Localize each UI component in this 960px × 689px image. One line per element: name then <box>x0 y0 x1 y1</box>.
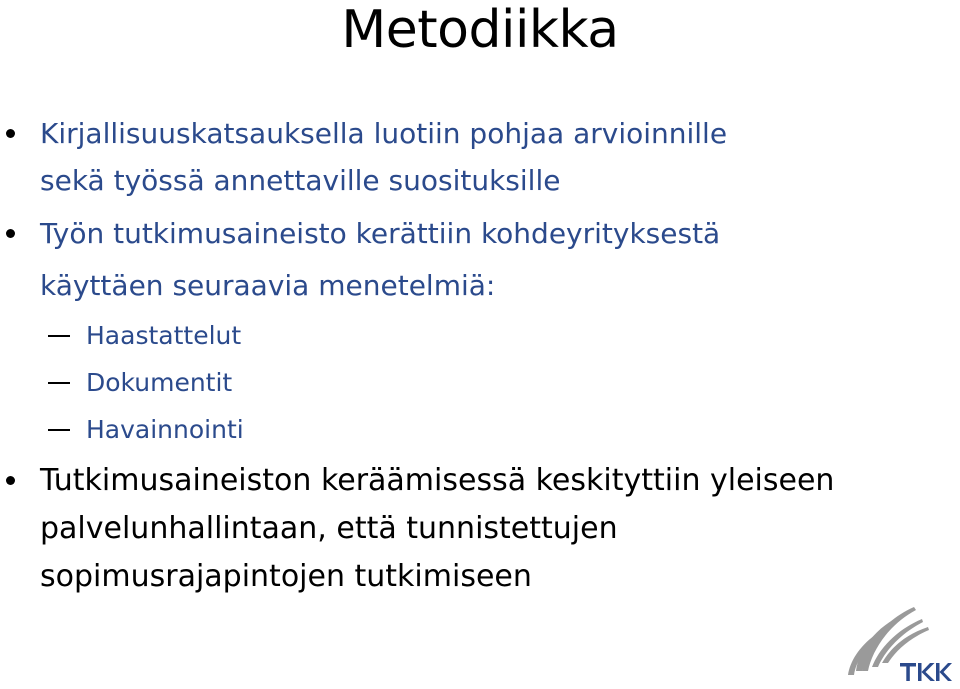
bullet-dot-icon <box>6 229 15 238</box>
slide-title: Metodiikka <box>341 0 619 60</box>
bullet-dot-icon <box>6 476 15 485</box>
bullet-item-2 <box>0 208 940 312</box>
sub-item-dokumentit <box>0 359 940 406</box>
sub-item-haastattelut <box>0 312 940 359</box>
sub-item-label: Dokumentit <box>86 368 233 397</box>
sub-item-label: Haastattelut <box>86 321 242 350</box>
sub-item-label: Havainnointi <box>86 415 244 444</box>
bullet-line: palvelunhallintaan, että tunnistettujen <box>40 511 618 546</box>
bullet-item-3 <box>0 457 940 601</box>
dash-icon <box>48 335 70 337</box>
tkk-logo-icon <box>842 601 952 685</box>
bullet-dot-icon <box>6 129 15 138</box>
bullet-list <box>0 110 940 601</box>
bullet-line: Työn tutkimusaineisto kerättiin kohdeyrityksestä <box>40 217 721 250</box>
bullet-line: Kirjallisuuskatsauksella luotiin pohjaa arvioinnille <box>40 117 728 150</box>
bullet-line: käyttäen seuraavia menetelmiä: <box>40 269 496 302</box>
bullet-line: sekä työssä annettaville suosituksille <box>40 164 561 197</box>
sub-item-havainnointi <box>0 406 940 453</box>
bullet-line: Tutkimusaineiston keräämisessä keskityttiin yleiseen <box>40 463 835 498</box>
dash-icon <box>48 429 70 431</box>
dash-icon <box>48 382 70 384</box>
bullet-line: sopimusrajapintojen tutkimiseen <box>40 559 532 594</box>
bullet-item-1 <box>0 110 940 204</box>
